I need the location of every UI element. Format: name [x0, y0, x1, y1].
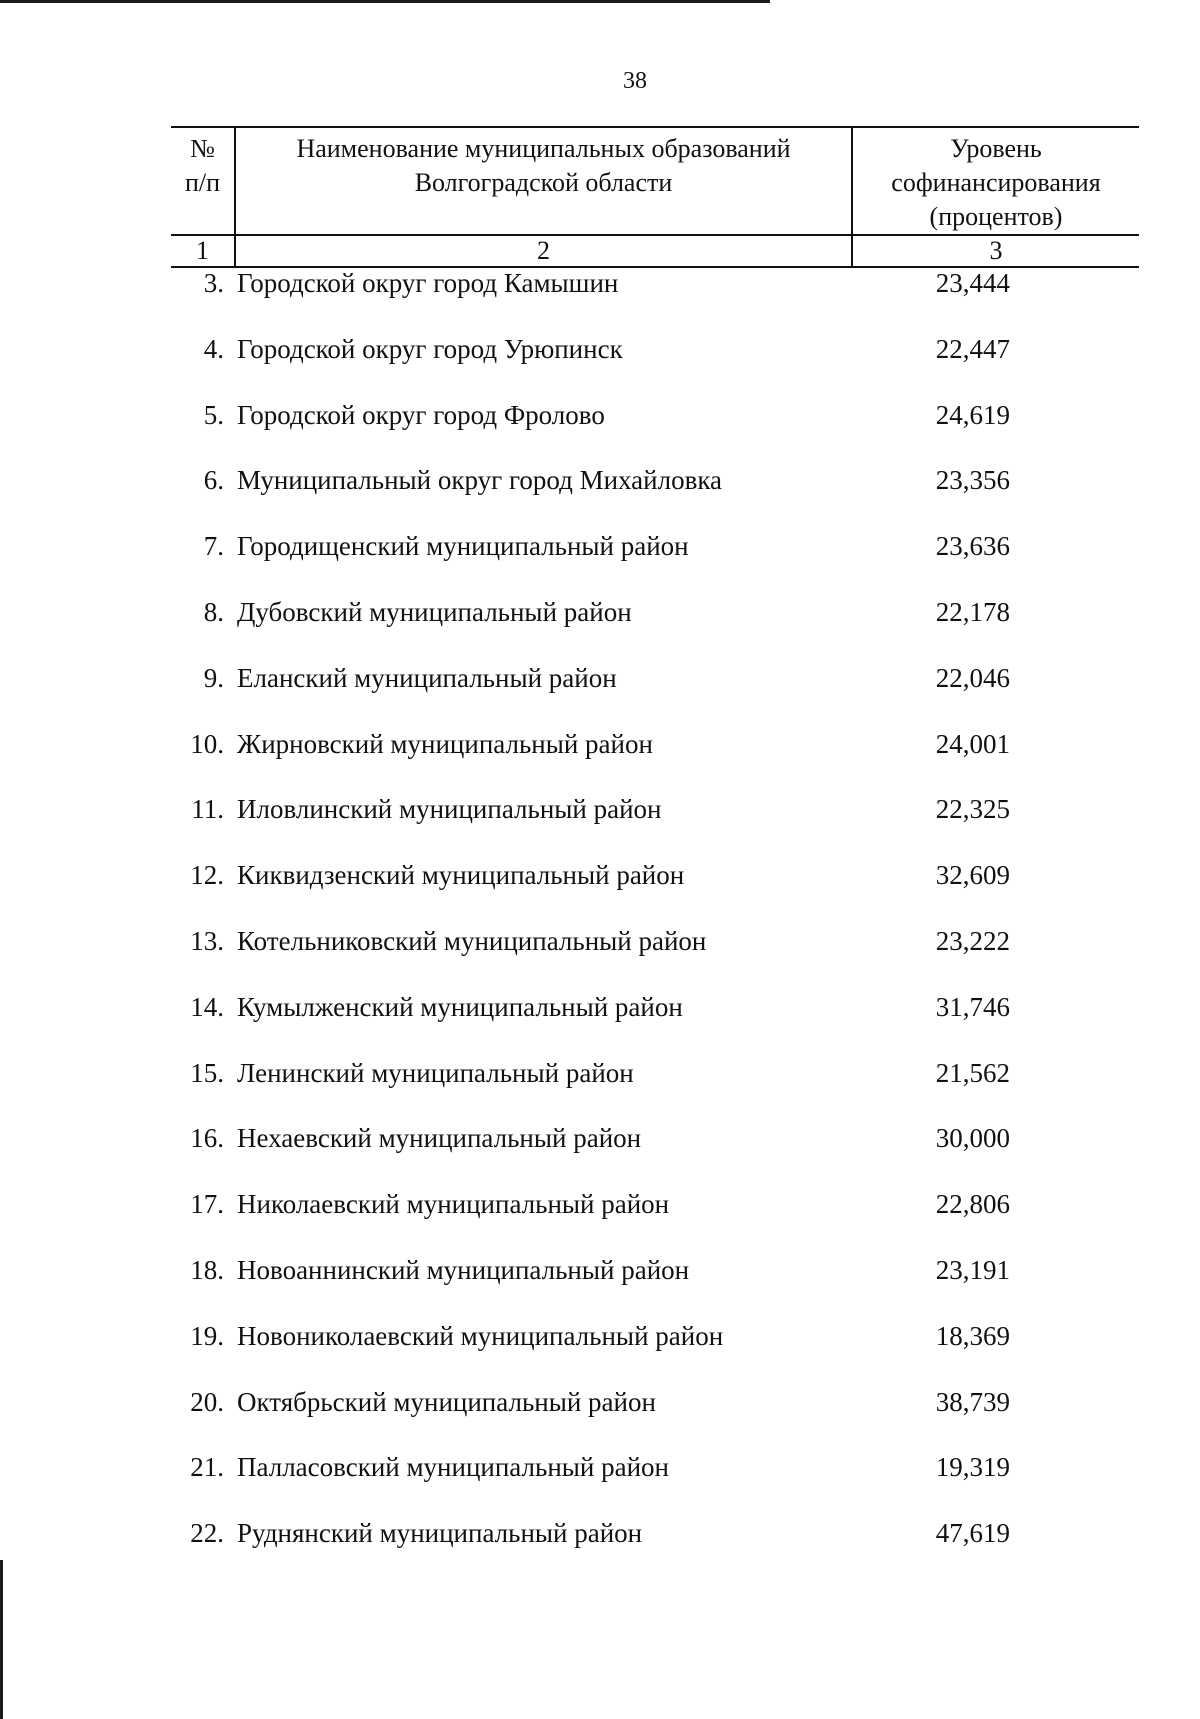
cofinancing-level: 38,739: [935, 1386, 1010, 1417]
municipality-name: Новониколаевский муниципальный район: [237, 1320, 724, 1351]
table-row: [0, 1252, 1200, 1318]
column-number-2: 2: [235, 235, 852, 267]
table-row: [0, 726, 1200, 792]
municipality-name: Городской округ город Камышин: [237, 268, 619, 298]
table-row: [0, 1120, 1200, 1186]
cofinancing-level: 19,319: [935, 1452, 1010, 1483]
row-number: 11.: [191, 794, 224, 825]
row-number: 10.: [190, 728, 224, 759]
cofinancing-level: 22,447: [935, 333, 1010, 364]
row-number: 5.: [203, 399, 224, 430]
column-number-1: 1: [171, 235, 235, 267]
municipality-name: Муниципальный округ город Михайловка: [237, 465, 723, 496]
cofinancing-level: 22,178: [935, 596, 1010, 627]
municipality-name: Новоаннинский муниципальный район: [237, 1254, 690, 1285]
row-number: 17.: [190, 1189, 224, 1220]
page-number: 38: [623, 68, 647, 94]
table-row: [0, 791, 1200, 857]
header-number: [171, 127, 235, 235]
municipality-name: Палласовский муниципальный район: [237, 1452, 669, 1483]
row-number: 19.: [190, 1320, 224, 1351]
municipality-name: Кумылженский муниципальный район: [237, 991, 683, 1022]
cofinancing-level: 32,609: [935, 860, 1010, 891]
cofinancing-level: 21,562: [935, 1057, 1010, 1088]
table-row: [0, 660, 1200, 726]
cofinancing-level: 31,746: [935, 991, 1010, 1022]
municipality-name: Городской округ город Урюпинск: [237, 333, 623, 364]
municipality-name: Жирновский муниципальный район: [237, 728, 653, 759]
municipality-name: Котельниковский муниципальный район: [237, 925, 707, 956]
row-number: 8.: [203, 596, 224, 627]
table-row: [0, 265, 1200, 331]
municipality-name: Нехаевский муниципальный район: [237, 1123, 642, 1154]
header-name: [235, 127, 852, 235]
header-number-label: № п/п: [184, 134, 221, 197]
table-row: [0, 1384, 1200, 1450]
header-level-label: Уровень софинансирования (процентов): [891, 134, 1101, 231]
row-number: 18.: [190, 1254, 224, 1285]
row-number: 12.: [190, 860, 224, 891]
cofinancing-level: 23,444: [935, 268, 1010, 298]
row-number: 22.: [190, 1518, 224, 1549]
table-row: [0, 331, 1200, 397]
cofinancing-level: 23,222: [935, 925, 1010, 956]
cofinancing-level: 23,356: [935, 465, 1010, 496]
row-number: 21.: [190, 1452, 224, 1483]
row-number: 20.: [190, 1386, 224, 1417]
table-row: [0, 989, 1200, 1055]
cofinancing-level: 24,001: [935, 728, 1010, 759]
header-name-label: Наименование муниципальных образований Волгоградской области: [296, 134, 791, 197]
municipality-name: Ленинский муниципальный район: [237, 1057, 634, 1088]
row-number: 15.: [190, 1057, 224, 1088]
table-row: [0, 1055, 1200, 1121]
cofinancing-level: 23,191: [935, 1254, 1010, 1285]
cofinancing-level: 24,619: [935, 399, 1010, 430]
municipality-name: Еланский муниципальный район: [237, 662, 617, 693]
table-row: [0, 1515, 1200, 1581]
cofinancing-level: 22,325: [935, 794, 1010, 825]
table-row: [0, 462, 1200, 528]
municipality-name: Иловлинский муниципальный район: [237, 794, 662, 825]
row-number: 3.: [203, 268, 224, 298]
municipality-name: Киквидзенский муниципальный район: [237, 860, 685, 891]
municipality-name: Руднянский муниципальный район: [237, 1518, 643, 1549]
row-number: 13.: [190, 925, 224, 956]
row-number: 4.: [203, 333, 224, 364]
header-level: [852, 127, 1139, 235]
cofinancing-level: 30,000: [935, 1123, 1010, 1154]
table-body: [0, 265, 1200, 1581]
cofinancing-level: 23,636: [935, 531, 1010, 562]
column-number-3: 3: [852, 235, 1139, 267]
scan-edge-left: [0, 1560, 3, 1719]
row-number: 16.: [190, 1123, 224, 1154]
table-header: [171, 126, 1139, 268]
scan-edge-top: [0, 0, 770, 3]
municipality-name: Городской округ город Фролово: [237, 399, 605, 430]
table-row: [0, 857, 1200, 923]
table-row: [0, 923, 1200, 989]
row-number: 6.: [203, 465, 224, 496]
table-row: [0, 1318, 1200, 1384]
cofinancing-level: 18,369: [935, 1320, 1010, 1351]
table-row: [0, 594, 1200, 660]
row-number: 9.: [203, 662, 224, 693]
cofinancing-level: 22,046: [935, 662, 1010, 693]
cofinancing-level: 22,806: [935, 1189, 1010, 1220]
municipality-name: Октябрьский муниципальный район: [237, 1386, 656, 1417]
table-row: [0, 1186, 1200, 1252]
row-number: 7.: [203, 531, 224, 562]
municipality-name: Дубовский муниципальный район: [237, 596, 632, 627]
row-number: 14.: [190, 991, 224, 1022]
municipality-name: Николаевский муниципальный район: [237, 1189, 670, 1220]
table-row: [0, 528, 1200, 594]
cofinancing-level: 47,619: [935, 1518, 1010, 1549]
municipality-name: Городищенский муниципальный район: [237, 531, 689, 562]
table-row: [0, 1449, 1200, 1515]
table-row: [0, 397, 1200, 463]
